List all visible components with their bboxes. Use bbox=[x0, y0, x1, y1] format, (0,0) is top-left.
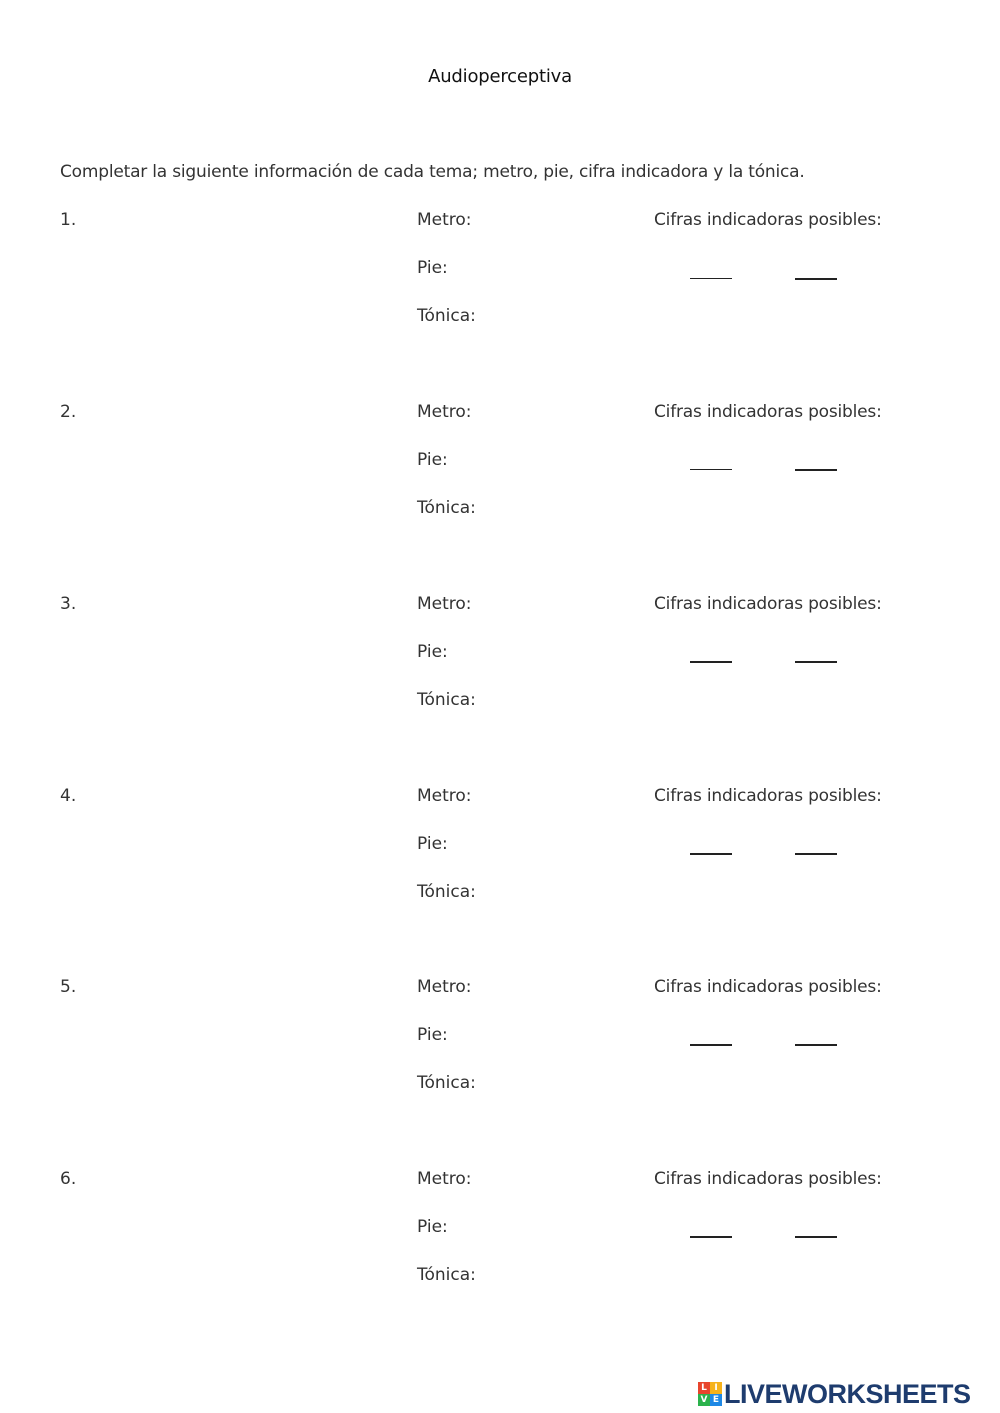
cifra-blank-1[interactable] bbox=[690, 661, 732, 663]
brand-name: LIVEWORKSHEETS bbox=[724, 1379, 971, 1409]
cifras-label: Cifras indicadoras posibles: bbox=[654, 1169, 882, 1189]
tonica-label: Tónica: bbox=[417, 1265, 476, 1285]
item-number: 4. bbox=[60, 786, 77, 806]
pie-label: Pie: bbox=[417, 258, 448, 278]
metro-label: Metro: bbox=[417, 786, 472, 806]
liveworksheets-logo-icon bbox=[698, 1382, 722, 1406]
cifra-blank-1[interactable] bbox=[690, 1236, 732, 1238]
instructions-text: Completar la siguiente información de cada tema; metro, pie, cifra indicadora y la tónica. bbox=[60, 162, 805, 182]
cifra-blank-2[interactable] bbox=[795, 1236, 837, 1238]
page-title: Audioperceptiva bbox=[428, 66, 572, 87]
item-number: 6. bbox=[60, 1169, 77, 1189]
item-number: 3. bbox=[60, 594, 77, 614]
item-number: 2. bbox=[60, 402, 77, 422]
tonica-label: Tónica: bbox=[417, 498, 476, 518]
item-number: 5. bbox=[60, 977, 77, 997]
logo-tile: L bbox=[698, 1382, 710, 1394]
cifra-blank-2[interactable] bbox=[795, 853, 837, 855]
logo-tile: E bbox=[710, 1394, 722, 1406]
metro-label: Metro: bbox=[417, 977, 472, 997]
metro-label: Metro: bbox=[417, 1169, 472, 1189]
metro-label: Metro: bbox=[417, 210, 472, 230]
tonica-label: Tónica: bbox=[417, 306, 476, 326]
pie-label: Pie: bbox=[417, 1217, 448, 1237]
cifras-label: Cifras indicadoras posibles: bbox=[654, 210, 882, 230]
exercise-item-5 bbox=[0, 977, 1000, 1127]
exercise-item-6 bbox=[0, 1169, 1000, 1319]
tonica-label: Tónica: bbox=[417, 690, 476, 710]
pie-label: Pie: bbox=[417, 642, 448, 662]
exercise-item-2 bbox=[0, 402, 1000, 552]
cifras-label: Cifras indicadoras posibles: bbox=[654, 786, 882, 806]
tonica-label: Tónica: bbox=[417, 882, 476, 902]
logo-tile: V bbox=[698, 1394, 710, 1406]
cifras-label: Cifras indicadoras posibles: bbox=[654, 594, 882, 614]
cifra-blank-1[interactable] bbox=[690, 469, 732, 470]
pie-label: Pie: bbox=[417, 834, 448, 854]
cifras-label: Cifras indicadoras posibles: bbox=[654, 402, 882, 422]
exercise-item-4 bbox=[0, 786, 1000, 936]
tonica-label: Tónica: bbox=[417, 1073, 476, 1093]
item-number: 1. bbox=[60, 210, 77, 230]
pie-label: Pie: bbox=[417, 450, 448, 470]
cifra-blank-2[interactable] bbox=[795, 278, 837, 280]
metro-label: Metro: bbox=[417, 594, 472, 614]
exercise-item-1 bbox=[0, 210, 1000, 360]
cifra-blank-1[interactable] bbox=[690, 1044, 732, 1046]
cifra-blank-1[interactable] bbox=[690, 853, 732, 855]
cifra-blank-2[interactable] bbox=[795, 469, 837, 471]
exercise-item-3 bbox=[0, 594, 1000, 744]
liveworksheets-brand[interactable] bbox=[698, 1379, 971, 1409]
metro-label: Metro: bbox=[417, 402, 472, 422]
logo-tile: I bbox=[710, 1382, 722, 1394]
cifra-blank-2[interactable] bbox=[795, 661, 837, 663]
cifra-blank-1[interactable] bbox=[690, 278, 732, 279]
pie-label: Pie: bbox=[417, 1025, 448, 1045]
cifra-blank-2[interactable] bbox=[795, 1044, 837, 1046]
cifras-label: Cifras indicadoras posibles: bbox=[654, 977, 882, 997]
